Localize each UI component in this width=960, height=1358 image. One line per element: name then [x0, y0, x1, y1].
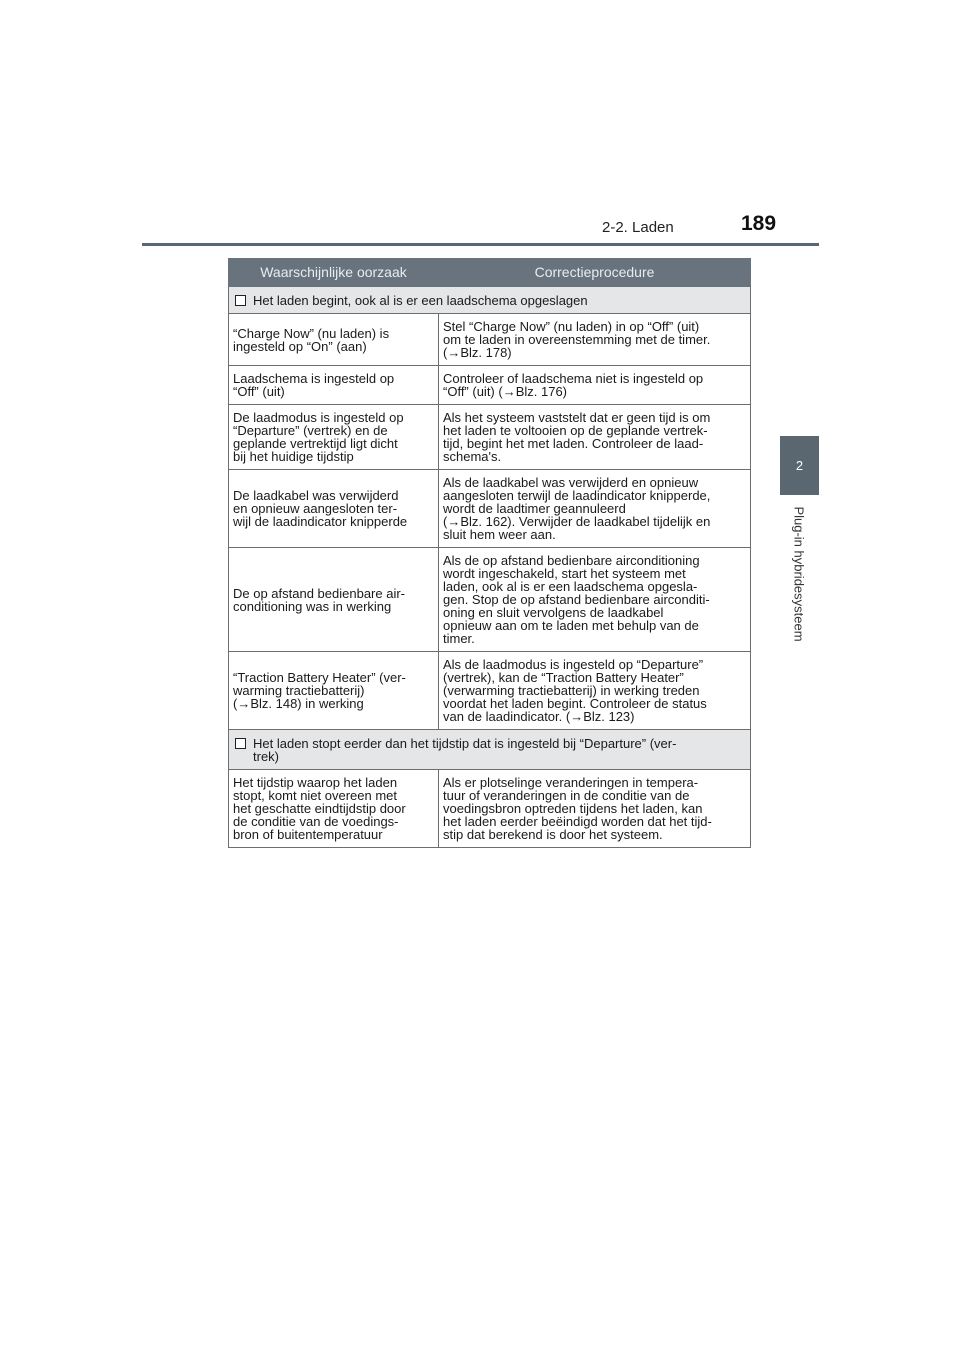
troubleshooting-table	[228, 258, 751, 848]
table-row	[229, 314, 751, 366]
section-row	[229, 287, 751, 314]
procedure-cell: Als de laadmodus is ingesteld op “Departure” (vertrek), kan de “Traction Battery Heater” (verwarming tractiebatterij) in werking treden voordat het laden begint. Controleer de status van de laadindicator. (→Blz. 123)	[443, 657, 707, 724]
cause-cell: “Charge Now” (nu laden) is ingesteld op “On” (aan)	[233, 325, 390, 354]
table-row	[229, 405, 751, 470]
checkbox-icon	[235, 295, 246, 306]
procedure-cell: Stel “Charge Now” (nu laden) in op “Off” (uit) om te laden in overeenstemming met de timer. (→Blz. 178)	[443, 319, 711, 360]
procedure-cell: Als het systeem vaststelt dat er geen tijd is om het laden te voltooien op de geplande vertrek- tijd, begint het met laden. Controleer de laad- schema's.	[443, 410, 711, 464]
chapter-tab	[780, 436, 819, 495]
table-row	[229, 470, 751, 548]
cause-cell: Het tijdstip waarop het laden stopt, komt niet overeen met het geschatte eindtijdstip door de conditie van de voedings- bron of buitentemperatuur	[233, 775, 406, 842]
procedure-cell: Controleer of laadschema niet is ingesteld op “Off” (uit) (→Blz. 176)	[443, 371, 704, 399]
section-title: Het laden stopt eerder dan het tijdstip dat is ingesteld bij “Departure” (ver- trek)	[253, 736, 677, 764]
checkbox-icon	[235, 738, 246, 749]
cause-cell: De laadmodus is ingesteld op “Departure” (vertrek) en de geplande vertrektijd ligt dicht bij het huidige tijdstip	[233, 410, 404, 464]
table-row	[229, 366, 751, 405]
procedure-cell: Als er plotselinge veranderingen in tempera- tuur of veranderingen in de conditie van de voedingsbron optreden tijdens het laden, kan het laden eerder beëindigd worden dat het tijd- stip dat berekend is door het systeem.	[443, 775, 712, 842]
chapter-label: Plug-in hybridesysteem	[791, 506, 807, 642]
cause-cell: “Traction Battery Heater” (ver- warming tractiebatterij) (→Blz. 148) in werking	[233, 670, 406, 711]
chapter-number: 2	[795, 458, 804, 473]
section-title: 2-2. Laden	[602, 219, 674, 236]
table-header-row	[229, 259, 751, 287]
table-row	[229, 548, 751, 652]
procedure-cell: Als de laadkabel was verwijderd en opnieuw aangesloten terwijl de laadindicator knipperde, wordt de laadtimer geannuleerd (→Blz. 162). Verwijder de laadkabel tijdelijk en sluit hem weer aan.	[443, 475, 711, 542]
page-number: 189	[741, 212, 777, 235]
header-rule	[142, 243, 819, 246]
cause-cell: De laadkabel was verwijderd en opnieuw aangesloten ter- wijl de laadindicator knipperde	[233, 488, 408, 529]
procedure-cell: Als de op afstand bedienbare airconditioning wordt ingeschakeld, start het systeem met laden, ook al is er een laadschema opgesla- gen. Stop de op afstand bedienbare airconditi- oning en sluit vervolgens de laadkabel opnieuw aan om te laden met behulp van de timer.	[443, 553, 710, 646]
cause-cell: Laadschema is ingesteld op “Off” (uit)	[233, 371, 395, 399]
column-header-cause: Waarschijnlijke oorzaak	[229, 259, 439, 287]
table-row	[229, 652, 751, 730]
column-header-procedure: Correctieprocedure	[439, 259, 751, 287]
section-title: Het laden begint, ook al is er een laadschema opgeslagen	[253, 293, 588, 308]
section-row	[229, 730, 751, 770]
cause-cell: De op afstand bedienbare air- conditioning was in werking	[233, 585, 406, 614]
table-row	[229, 770, 751, 848]
